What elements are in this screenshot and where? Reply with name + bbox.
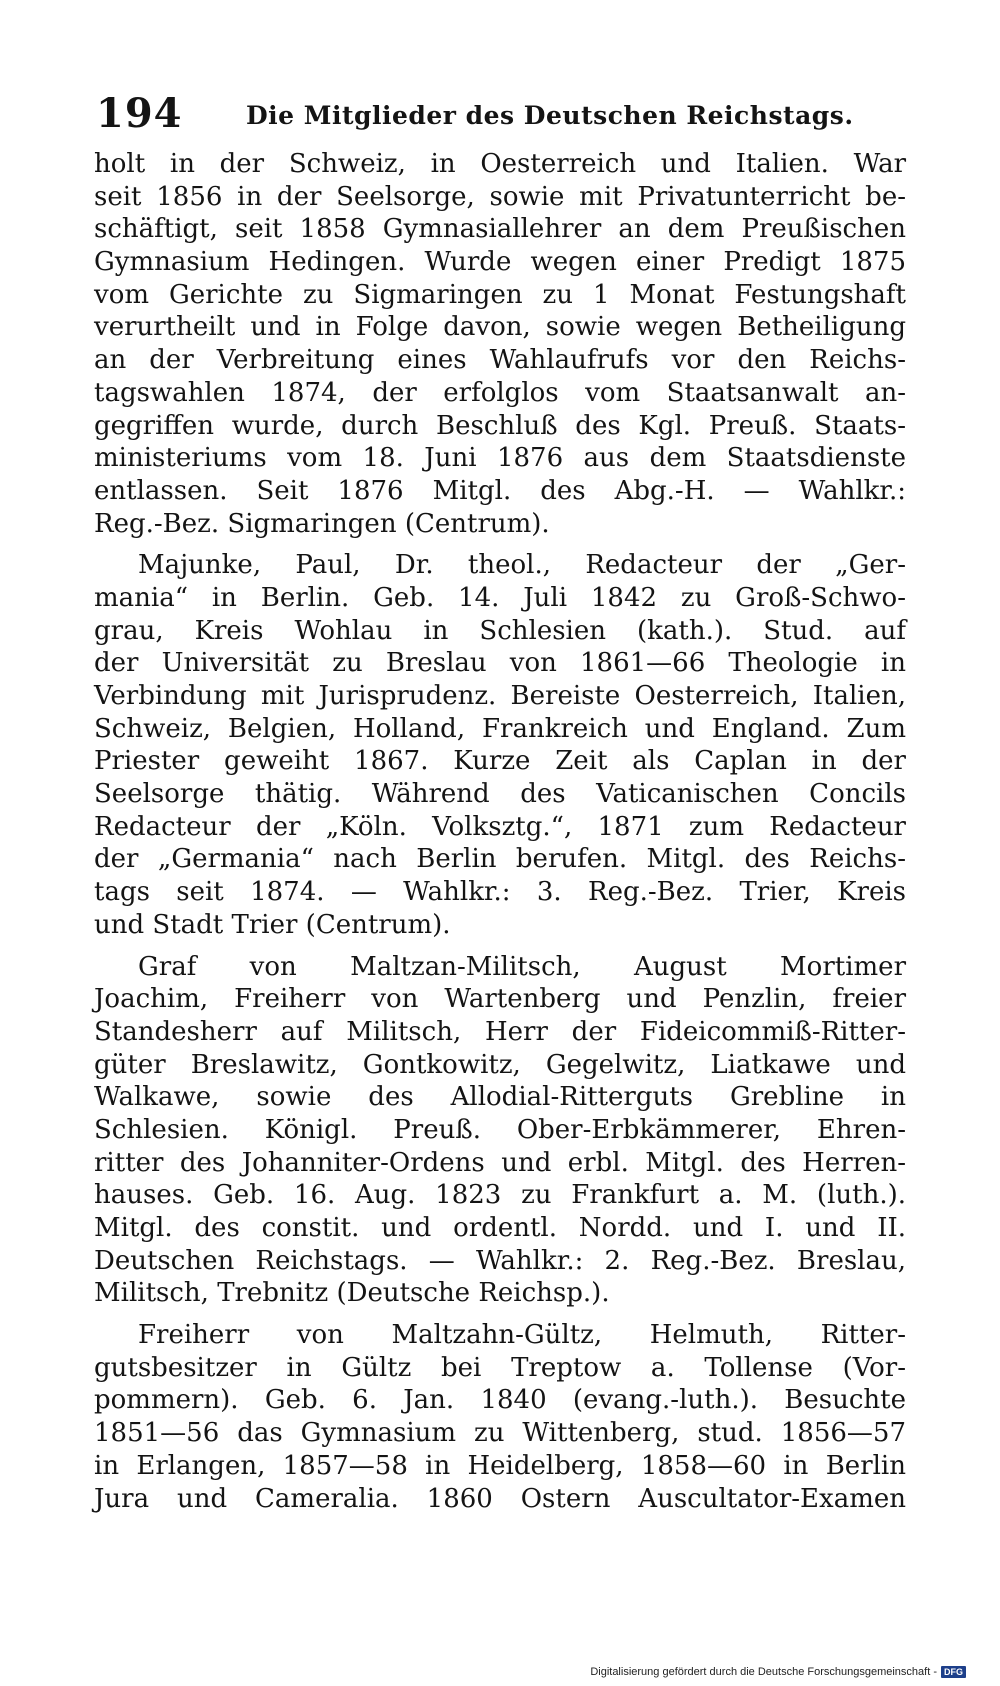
text-line: Seelsorge thätig. Während des Vaticanischen Concils: [94, 779, 906, 810]
paragraph: [94, 1319, 906, 1515]
text-line: vom Gerichte zu Sigmaringen zu 1 Monat Festungshaft: [94, 279, 906, 310]
text-line: Mitgl. des constit. und ordentl. Nordd. und I. und II.: [94, 1213, 906, 1243]
text-line: güter Breslawitz, Gontkowitz, Gegelwitz, Liatkawe und: [94, 1049, 906, 1080]
credit-text: Digitalisierung gefördert durch die Deutsche Forschungsgemeinschaft -: [590, 1666, 937, 1678]
paragraph: [94, 549, 906, 941]
text-line: seit 1856 in der Seelsorge, sowie mit Privatunterricht be-: [94, 181, 906, 212]
text-line: tags seit 1874. — Wahlkr.: 3. Reg.-Bez. Trier, Kreis: [94, 877, 906, 908]
text-line: Deutschen Reichstags. — Wahlkr.: 2. Reg.-Bez. Breslau,: [94, 1245, 906, 1276]
text-line: Freiherr von Maltzahn-Gültz, Helmuth, Ritter-: [138, 1320, 906, 1351]
text-line: mania“ in Berlin. Geb. 14. Juli 1842 zu Groß-Schwo-: [94, 582, 906, 613]
digitization-credit: [590, 1664, 966, 1680]
page-header: [96, 92, 916, 136]
text-line: Reg.-Bez. Sigmaringen (Centrum).: [94, 508, 550, 539]
text-line: Majunke, Paul, Dr. theol., Redacteur der „Ger-: [138, 550, 906, 581]
text-line: Schlesien. Königl. Preuß. Ober-Erbkämmerer, Ehren-: [94, 1114, 906, 1145]
text-line: ministeriums vom 18. Juni 1876 aus dem Staatsdienste: [94, 443, 906, 474]
text-line: und Stadt Trier (Centrum).: [94, 909, 451, 940]
text-line: hauses. Geb. 16. Aug. 1823 zu Frankfurt a. M. (luth.).: [94, 1180, 906, 1211]
text-line: gutsbesitzer in Gültz bei Treptow a. Tollense (Vor-: [94, 1352, 906, 1383]
text-line: entlassen. Seit 1876 Mitgl. des Abg.-H. — Wahlkr.:: [94, 475, 906, 506]
text-line: grau, Kreis Wohlau in Schlesien (kath.). Stud. auf: [94, 615, 906, 646]
text-line: tagswahlen 1874, der erfolglos vom Staatsanwalt an-: [94, 377, 906, 408]
text-line: pommern). Geb. 6. Jan. 1840 (evang.-luth.). Besuchte: [94, 1385, 906, 1416]
text-line: ritter des Johanniter-Ordens und erbl. Mitgl. des Herren-: [94, 1147, 906, 1178]
dfg-logo: DFG: [941, 1666, 966, 1678]
running-title: Die Mitglieder des Deutschen Reichstags.: [246, 101, 854, 130]
text-line: an der Verbreitung eines Wahlaufrufs vor den Reichs-: [94, 345, 906, 376]
text-line: Priester geweiht 1867. Kurze Zeit als Caplan in der: [94, 746, 906, 777]
text-line: gegriffen wurde, durch Beschluß des Kgl. Preuß. Staats-: [94, 410, 906, 441]
page-number: 194: [96, 90, 183, 137]
text-line: Jura und Cameralia. 1860 Ostern Auscultator-Examen: [94, 1483, 906, 1514]
text-line: der Universität zu Breslau von 1861—66 Theologie in: [94, 648, 906, 679]
text-line: Gymnasium Hedingen. Wurde wegen einer Predigt 1875: [94, 247, 906, 278]
text-line: holt in der Schweiz, in Oesterreich und Italien. War: [94, 149, 906, 179]
text-line: Graf von Maltzan-Militsch, August Mortimer: [138, 951, 906, 982]
text-body: [94, 148, 906, 1515]
text-line: Schweiz, Belgien, Holland, Frankreich und England. Zum: [94, 713, 906, 744]
text-line: Joachim, Freiherr von Wartenberg und Penzlin, freier: [94, 984, 906, 1015]
text-line: verurtheilt und in Folge davon, sowie wegen Betheiligung: [94, 312, 906, 343]
paragraph: [94, 148, 906, 540]
paragraph: [94, 951, 906, 1311]
text-line: Walkawe, sowie des Allodial-Ritterguts Grebline in: [94, 1082, 906, 1113]
text-line: Verbindung mit Jurisprudenz. Bereiste Oesterreich, Italien,: [94, 681, 906, 711]
text-line: Redacteur der „Köln. Volksztg.“, 1871 zum Redacteur: [94, 811, 906, 842]
text-line: Militsch, Trebnitz (Deutsche Reichsp.).: [94, 1278, 610, 1309]
text-line: der „Germania“ nach Berlin berufen. Mitgl. des Reichs-: [94, 844, 906, 875]
text-line: 1851—56 das Gymnasium zu Wittenberg, stud. 1856—57: [94, 1418, 906, 1449]
text-line: schäftigt, seit 1858 Gymnasiallehrer an dem Preußischen: [94, 214, 906, 245]
text-line: Standesherr auf Militsch, Herr der Fideicommiß-Ritter-: [94, 1016, 906, 1047]
text-line: in Erlangen, 1857—58 in Heidelberg, 1858—60 in Berlin: [94, 1450, 906, 1481]
